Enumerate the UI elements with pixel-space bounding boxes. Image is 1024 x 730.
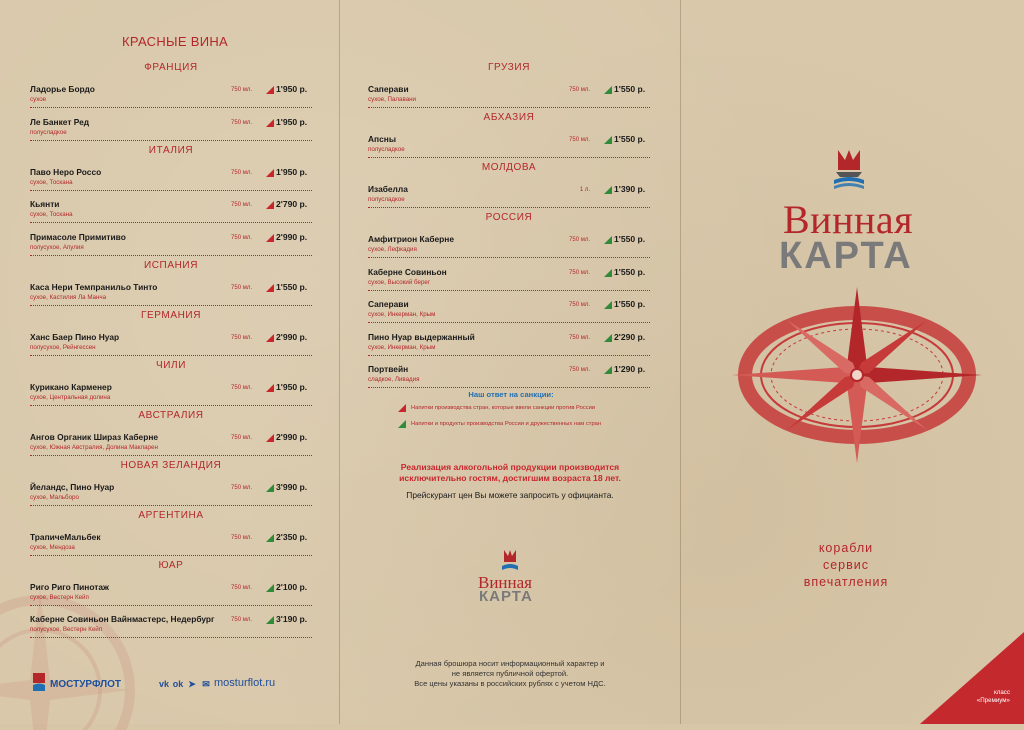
wine-name: Курикано Карменер: [30, 381, 112, 392]
legend-title: Наш ответ на санкции:: [468, 390, 554, 399]
dotted-divider: [368, 257, 650, 258]
dotted-divider: [30, 505, 312, 506]
wine-name: Саперави: [368, 84, 409, 94]
wine-volume: 750 мл.: [231, 484, 252, 491]
wine-name: Ангов Органик Шираз Каберне: [30, 431, 159, 442]
wine-row: [30, 382, 312, 412]
wine-name: Каса Нери Темпранильо Тинто: [30, 281, 158, 292]
dotted-divider: [30, 190, 312, 191]
wine-name: Пино Нуар выдержанный: [368, 331, 475, 342]
country-heading: АРГЕНТИНА: [138, 509, 204, 521]
green-flag-icon: [266, 484, 274, 492]
wine-description: сухое, Палавани: [368, 96, 417, 103]
wine-price: 1'550 р.: [614, 234, 646, 244]
section-title: КРАСНЫЕ ВИНА: [122, 34, 229, 49]
wine-name: Каберне Совиньон Вайнмастерс, Недербург: [30, 614, 215, 624]
dotted-divider: [30, 107, 312, 108]
dotted-divider: [368, 355, 650, 356]
wine-description: сухое, Лефкадия: [368, 246, 417, 253]
wine-volume: 750 мл.: [569, 269, 590, 276]
wine-name: Портвейн: [368, 364, 409, 374]
wine-volume: 750 мл.: [231, 202, 252, 208]
wine-price: 1'550 р.: [614, 299, 646, 309]
wine-price: 2'290 р.: [614, 331, 646, 342]
country-heading: РОССИЯ: [485, 212, 533, 223]
wine-volume: 750 мл.: [569, 334, 590, 341]
wine-description: полусухое, Вестерн Кейп: [30, 626, 103, 633]
wine-volume: 1 л.: [579, 187, 590, 193]
left-panel: [0, 0, 340, 724]
wine-price: 1'550 р.: [614, 266, 646, 277]
dotted-divider: [30, 605, 312, 606]
wine-price: 1'390 р.: [614, 184, 646, 194]
wine-name: Апсны: [368, 134, 396, 144]
red-flag-icon: [266, 434, 274, 442]
wine-price: 1'950 р.: [276, 84, 308, 94]
red-flag-icon: [266, 201, 274, 209]
class-label: класс «Премиум»: [976, 689, 1010, 704]
wine-row: [30, 199, 312, 229]
red-flag-icon: [266, 86, 274, 94]
wine-volume: 750 мл.: [231, 334, 252, 341]
wine-description: полусухое, Апулия: [30, 243, 84, 251]
middle-panel: [340, 0, 680, 724]
wine-name: Каберне Совиньон: [368, 266, 447, 277]
dotted-divider: [368, 157, 650, 158]
wine-description: сухое, Инкерман, Крым: [368, 343, 436, 351]
wine-description: сухое, Инкерман, Крым: [368, 311, 436, 318]
wine-price: 1'550 р.: [614, 84, 646, 94]
red-flag-icon: [266, 234, 274, 242]
wine-row: [30, 84, 312, 114]
wine-description: сухое, Вестерн Кейп: [30, 593, 89, 601]
country-heading: ИТАЛИЯ: [148, 144, 194, 156]
wine-row: [30, 482, 312, 512]
dotted-divider: [30, 637, 312, 638]
green-flag-icon: [266, 584, 274, 592]
wine-description: полусладкое: [368, 196, 405, 203]
wine-price: 2'790 р.: [276, 199, 308, 209]
small-logo-line1: Винная: [478, 573, 532, 592]
green-flag-icon: [604, 334, 612, 342]
wine-volume: 750 мл.: [231, 169, 252, 176]
dotted-divider: [30, 555, 312, 556]
wine-name: Примасоле Примитиво: [30, 231, 126, 242]
wine-row: [368, 234, 650, 264]
dotted-divider: [30, 355, 312, 356]
wine-description: сухое, Мальборо: [30, 493, 79, 501]
red-flag-icon: [266, 334, 274, 342]
wine-price: 3'990 р.: [276, 481, 308, 492]
green-flag-icon: [266, 534, 274, 542]
wine-volume: 750 мл.: [231, 584, 252, 591]
country-heading: НОВАЯ ЗЕЛАНДИЯ: [120, 459, 222, 471]
dotted-divider: [30, 255, 312, 256]
wine-row: [30, 432, 312, 462]
green-flag-icon: [604, 236, 612, 244]
disclaimer: Данная брошюра носит информационный характер и не является публичной офертой. Все цены указаны в российских рублях с учетом НДС.: [414, 659, 606, 688]
wine-name: Изабелла: [368, 184, 408, 194]
wine-row: [368, 84, 650, 114]
wine-row: [30, 614, 312, 644]
wine-name: Амфитрион Каберне: [368, 234, 455, 244]
wine-row: [30, 167, 312, 197]
country-heading: АВСТРАЛИЯ: [138, 409, 204, 421]
wine-price: 2'990 р.: [276, 431, 308, 442]
cover-title-line1: Винная: [783, 197, 914, 242]
wine-row: [30, 117, 312, 147]
wine-name: Саперави: [368, 299, 409, 309]
dotted-divider: [368, 387, 650, 388]
wine-description: сухое: [30, 96, 47, 103]
wine-row: [368, 184, 650, 214]
vk-icon[interactable]: vk: [158, 679, 169, 689]
wine-price: 1'950 р.: [276, 116, 308, 127]
wine-volume: 750 мл.: [231, 384, 252, 391]
green-flag-icon: [266, 616, 274, 624]
wine-volume: 750 мл.: [231, 434, 252, 441]
wine-volume: 750 мл.: [231, 284, 252, 291]
mail-icon[interactable]: ✉: [202, 679, 210, 689]
dotted-divider: [368, 322, 650, 323]
dotted-divider: [368, 290, 650, 291]
dotted-divider: [368, 107, 650, 108]
green-flag-icon: [604, 86, 612, 94]
wine-volume: 750 мл.: [569, 302, 590, 308]
wine-name: ТрапичеМальбек: [30, 531, 101, 542]
wine-description: сладкое, Ливадия: [368, 376, 420, 383]
wine-list-brochure: КРАСНЫЕ ВИНА ФРАНЦИЯ Ладорье Бордо сухое 750 мл. 1'950 р. Ле Банкет Ред полусладкое 750 мл. 1'950 р. ИТАЛИЯ Паво Неро Россо сухое, Тоскана 750 мл. 1'950 р. Кьянти сухое, Тоскана 750 мл. 2'790 р. Примасоле Примитиво полусухое, Апулия 750 мл. 2'990 р. ИСПАНИЯ Каса Нери Темпранильо Тинто сухое, Кастилия Ла Манча 750 мл. 1'550 р. ГЕРМАНИЯ Ханс Баер Пино Нуар полусухое, Рейнгессен 750 мл. 2'990 р. ЧИЛИ Курикано Карменер сухое, Центральная долина 750 мл. 1'950 р. АВСТРАЛИЯ Ангов Органик Шираз Каберне сухое, Южная Австралия, Долина Макларен 750 мл. 2'990 р. НОВАЯ ЗЕЛАНДИЯ Йеландс, Пино Нуар сухое, Мальборо 750 мл. 3'990 р. АРГЕНТИНА ТрапичеМальбек сухое, Мендоза 750 мл. 2'350 р. ЮАР Риго Риго Пинотаж сухое, Вестерн Кейп 750 мл. 2'100 р. Каберне Совиньон Вайнмастерс, Недербург полусухое, Вестерн Кейп 750 мл. 3'190 р. МОСТУРФЛОТ vk ok ➤ ✉ mosturflot.ru ГРУЗИЯ Саперави сухое, Палавани 750 мл. 1'550 р. АБХАЗИЯ Апсны полусладкое 750 мл. 1'550 р. МОЛДОВА Изабелла полусладкое 1 л. 1'390 р. РОССИЯ Амфитрион Каберне сухое, Лефкадия 750 мл. 1'550 р. Каберне Совиньон сухое, Высокий берег 750 мл. 1'550 р. Саперави сухое, Инкерман, Крым 750 мл. 1'550 р. Пино Нуар выдержанный сухое, Инкерман, Крым 750 мл. 2'290 р. Портвейн сладкое, Ливадия 750 мл. 1'290 р. Наш ответ на санкции: Напитки производства стран, которые ввели санкции против России Напитки и продукты производства России и дружественных нам стран Реализация алкогольной продукции производится исключительно гостям, достигшим возраста 18 лет. Прейскурант цен Вы можете запросить у официанта. Винная КАРТА Данная брошюра носит информационный характер и не является публичной офертой. Все цены указаны в российских рублях с учетом НДС. Винная КАРТА корабли сервис впечатления класс «Премиум»: [0, 0, 1024, 724]
small-logo-line2: КАРТА: [479, 588, 533, 605]
wine-price: 1'550 р.: [614, 134, 646, 144]
wine-description: сухое, Высокий берег: [368, 278, 431, 286]
wine-row: [368, 299, 650, 329]
wine-description: сухое, Мендоза: [30, 543, 75, 551]
wine-row: [368, 267, 650, 297]
red-flag-icon: [266, 169, 274, 177]
cover-title-line2: КАРТА: [779, 235, 913, 277]
cover-slogan: корабли сервис впечатления: [803, 541, 889, 589]
wine-price: 2'350 р.: [276, 531, 308, 542]
country-heading: МОЛДОВА: [481, 162, 537, 173]
wine-volume: 750 мл.: [569, 87, 590, 93]
wine-row: [30, 332, 312, 362]
telegram-icon[interactable]: ➤: [188, 679, 196, 689]
country-heading: АБХАЗИЯ: [483, 112, 535, 123]
wine-description: сухое, Тоскана: [30, 211, 73, 218]
dotted-divider: [368, 207, 650, 208]
wine-volume: 750 мл.: [231, 234, 252, 241]
wine-description: полусладкое: [368, 146, 405, 153]
wine-volume: 750 мл.: [231, 87, 252, 93]
wine-name: Риго Риго Пинотаж: [30, 581, 109, 592]
wine-price: 3'190 р.: [276, 614, 308, 624]
wine-name: Кьянти: [30, 199, 60, 209]
country-heading: ГЕРМАНИЯ: [140, 309, 202, 321]
wine-volume: 750 мл.: [569, 237, 590, 243]
red-flag-icon: [266, 284, 274, 292]
wine-name: Ле Банкет Ред: [30, 116, 90, 127]
wine-volume: 750 мл.: [231, 534, 252, 541]
wine-price: 1'290 р.: [614, 364, 646, 374]
country-heading: ФРАНЦИЯ: [144, 62, 198, 73]
price-request-note: Прейскурант цен Вы можете запросить у официанта.: [406, 490, 614, 500]
wine-row: [30, 582, 312, 612]
green-flag-icon: [604, 366, 612, 374]
wine-row: [368, 332, 650, 362]
wine-price: 1'950 р.: [276, 166, 308, 177]
brand-site-link[interactable]: mosturflot.ru: [214, 677, 276, 689]
wine-name: Ханс Баер Пино Нуар: [30, 331, 120, 342]
dotted-divider: [30, 455, 312, 456]
premium-corner-badge: [920, 632, 1024, 724]
wine-price: 2'990 р.: [276, 231, 308, 242]
wine-name: Йеландс, Пино Нуар: [30, 481, 115, 492]
wine-name: Паво Неро Россо: [30, 166, 102, 177]
wine-price: 2'100 р.: [276, 581, 308, 592]
wine-row: [30, 532, 312, 562]
wine-volume: 750 мл.: [231, 119, 252, 126]
country-heading: ГРУЗИЯ: [487, 62, 531, 73]
wine-name: Ладорье Бордо: [30, 84, 95, 94]
green-flag-icon: [604, 269, 612, 277]
ok-icon[interactable]: ok: [172, 679, 184, 689]
small-logo-icon: [500, 548, 520, 574]
age-notice: Реализация алкогольной продукции производится исключительно гостям, достигшим возраста 18 лет.: [399, 462, 621, 483]
country-heading: ЧИЛИ: [155, 359, 186, 371]
green-flag-icon: [604, 136, 612, 144]
dotted-divider: [30, 140, 312, 141]
wine-description: полусухое, Рейнгессен: [30, 343, 96, 351]
wine-price: 2'990 р.: [276, 331, 308, 342]
green-flag-icon: [398, 420, 406, 428]
country-heading: ИСПАНИЯ: [143, 259, 199, 271]
wine-row: [30, 232, 312, 262]
ship-logo-icon: [832, 146, 866, 192]
dotted-divider: [30, 305, 312, 306]
compass-rose-icon: [726, 285, 988, 465]
wine-description: сухое, Кастилия Ла Манча: [30, 293, 107, 301]
wine-description: сухое, Центральная долина: [30, 393, 111, 401]
brand-name: МОСТУРФЛОТ: [50, 679, 122, 690]
dotted-divider: [30, 222, 312, 223]
wine-volume: 750 мл.: [231, 617, 252, 623]
wine-description: полусладкое: [30, 128, 67, 136]
red-flag-icon: [266, 119, 274, 127]
wine-price: 1'550 р.: [276, 281, 308, 292]
wine-row: [30, 282, 312, 312]
country-heading: ЮАР: [158, 559, 184, 571]
wine-volume: 750 мл.: [569, 137, 590, 143]
dotted-divider: [30, 405, 312, 406]
mosturflot-logo-icon: [32, 672, 46, 692]
wine-description: сухое, Южная Австралия, Долина Макларен: [30, 443, 158, 451]
wine-volume: 750 мл.: [569, 367, 590, 373]
wine-row: [368, 134, 650, 164]
green-flag-icon: [604, 301, 612, 309]
wine-price: 1'950 р.: [276, 381, 308, 392]
red-flag-icon: [398, 404, 406, 412]
wine-description: сухое, Тоскана: [30, 178, 73, 186]
red-flag-icon: [266, 384, 274, 392]
green-flag-icon: [604, 186, 612, 194]
